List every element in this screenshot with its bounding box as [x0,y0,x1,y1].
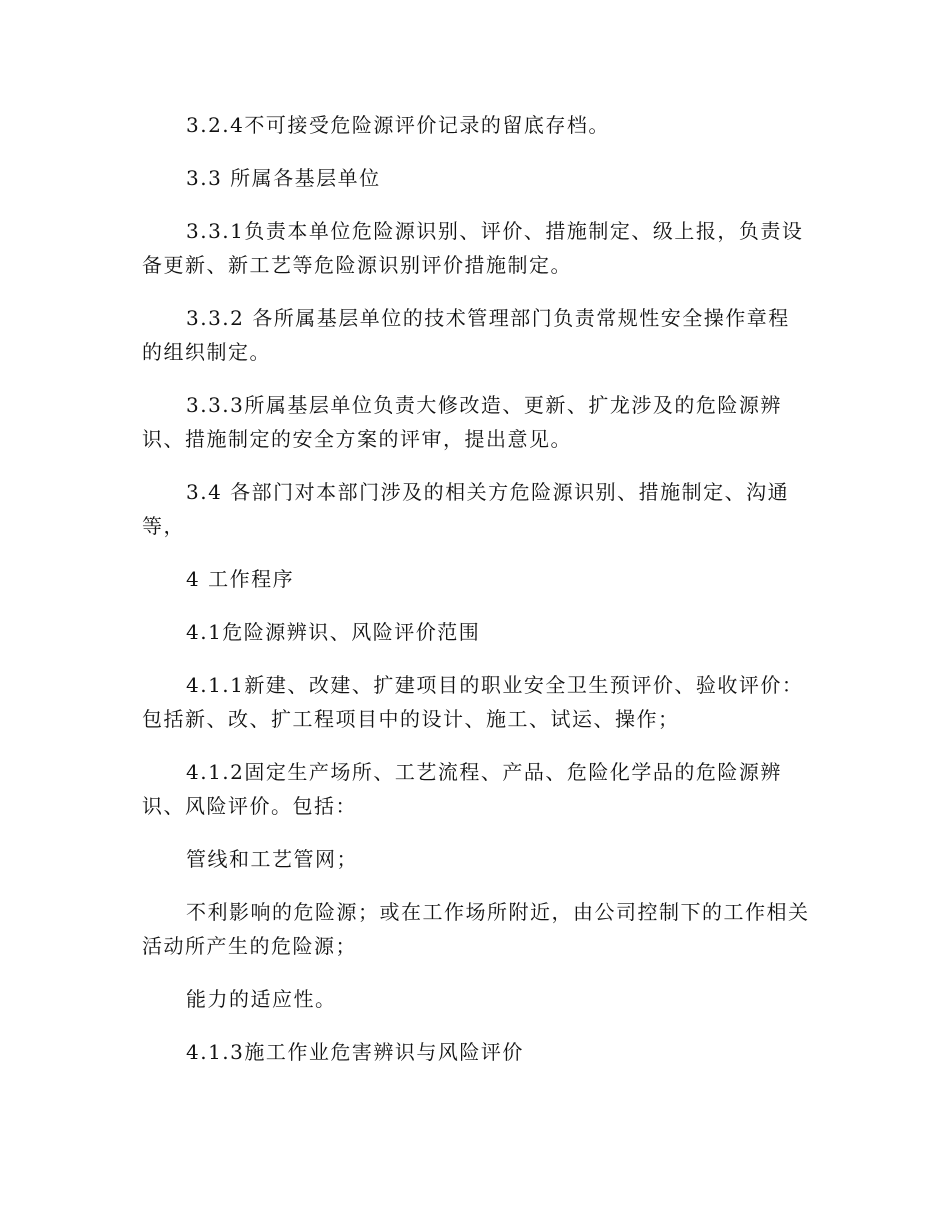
paragraph-4-1-1: 4.1.1新建、改建、扩建项目的职业安全卫生预评价、验收评价：包括新、改、扩工程项目中的设计、施工、试运、操作； [142,673,804,731]
paragraph-3-3-3: 3.3.3所属基层单位负责大修改造、更新、扩龙涉及的危险源辨识、措施制定的安全方案的评审，提出意见。 [142,393,782,451]
paragraph-3-3-1: 3.3.1负责本单位危险源识别、评价、措施制定、级上报，负责设备更新、新工艺等危险源识别评价措施制定。 [142,219,804,277]
paragraph-3-4: 3.4 各部门对本部门涉及的相关方危险源识别、措施制定、沟通等， [142,480,790,538]
paragraph-capability: 能力的适应性。 [186,987,337,1011]
heading-4-1: 4.1危险源辨识、风险评价范围 [186,620,481,644]
paragraph-pipelines: 管线和工艺管网； [186,847,358,871]
paragraph-4-1-2: 4.1.2固定生产场所、工艺流程、产品、危险化学品的危险源辨识、风险评价。包括： [142,760,782,818]
document-body [142,108,810,1088]
paragraph-3-2-4: 3.2.4不可接受危险源评价记录的留底存档。 [186,113,610,137]
heading-3-3: 3.3 所属各基层单位 [186,166,381,190]
heading-4: 4 工作程序 [186,567,295,591]
heading-4-1-3: 4.1.3施工作业危害辨识与风险评价 [186,1040,524,1064]
paragraph-3-3-2: 3.3.2 各所属基层单位的技术管理部门负责常规性安全操作章程的组织制定。 [142,306,790,364]
paragraph-adverse-hazards: 不利影响的危险源；或在工作场所附近，由公司控制下的工作相关活动所产生的危险源； [142,900,810,958]
